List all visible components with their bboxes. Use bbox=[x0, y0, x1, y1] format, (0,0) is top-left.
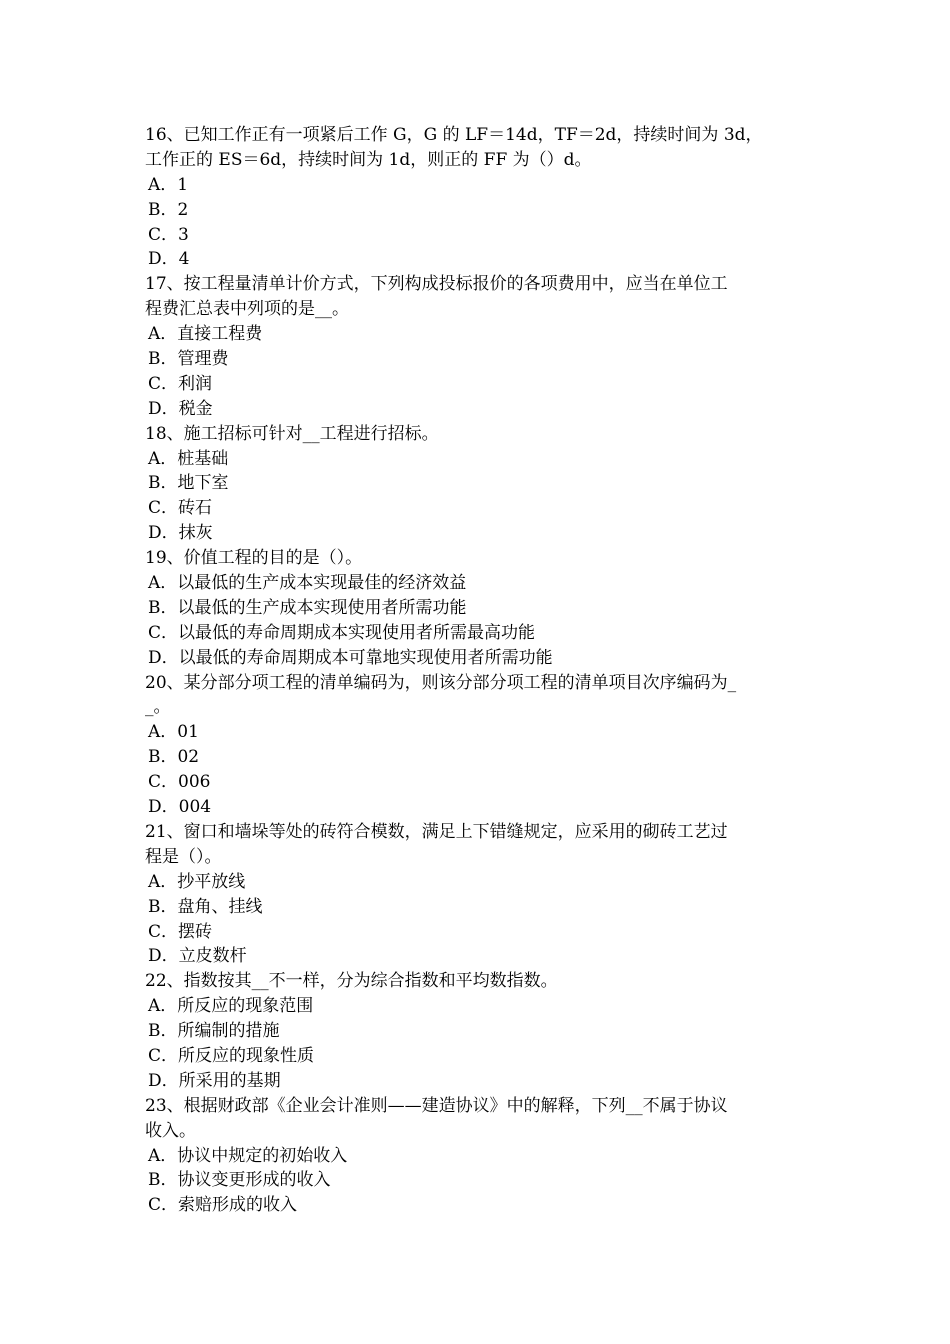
question-text: 工作正的 ES＝6d，持续时间为 1d，则正的 FF 为（）d。 bbox=[145, 149, 592, 170]
option-a: A．以最低的生产成本实现最佳的经济效益 bbox=[148, 573, 467, 594]
question-20 bbox=[145, 671, 810, 820]
question-text: 16、已知工作正有一项紧后工作 G，G 的 LF＝14d，TF＝2d，持续时间为 3d， bbox=[145, 125, 763, 145]
option-b: B．02 bbox=[148, 747, 200, 768]
option-d: D．立皮数杆 bbox=[148, 946, 247, 967]
option-d: D．抹灰 bbox=[148, 523, 213, 544]
option-d: D．以最低的寿命周期成本可靠地实现使用者所需功能 bbox=[148, 647, 553, 668]
option-c: C．索赔形成的收入 bbox=[148, 1195, 298, 1216]
option-a: A．所反应的现象范围 bbox=[148, 996, 314, 1017]
question-text: 18、施工招标可针对__工程进行招标。 bbox=[145, 423, 439, 444]
option-b: B．管理费 bbox=[148, 349, 229, 370]
option-b: B．地下室 bbox=[148, 473, 229, 494]
document-page bbox=[145, 123, 810, 1218]
option-b: B．协议变更形成的收入 bbox=[148, 1170, 331, 1191]
option-a: A．1 bbox=[148, 174, 189, 195]
question-text: 19、价值工程的目的是（）。 bbox=[145, 548, 363, 569]
option-a: A．直接工程费 bbox=[148, 324, 263, 345]
option-b: B．盘角、挂线 bbox=[148, 896, 263, 917]
question-text: 程是（）。 bbox=[145, 846, 222, 867]
question-text: 23、根据财政部《企业会计准则——建造协议》中的解释，下列__不属于协议 bbox=[145, 1095, 728, 1116]
option-a: A．抄平放线 bbox=[148, 871, 246, 892]
option-b: B．2 bbox=[148, 199, 189, 220]
question-16 bbox=[145, 123, 810, 272]
option-b: B．以最低的生产成本实现使用者所需功能 bbox=[148, 597, 467, 618]
option-d: D．税金 bbox=[148, 398, 213, 419]
question-22 bbox=[145, 969, 810, 1093]
option-b: B．所编制的措施 bbox=[148, 1021, 280, 1042]
option-c: C．006 bbox=[148, 772, 211, 793]
question-18 bbox=[145, 422, 810, 546]
option-d: D．所采用的基期 bbox=[148, 1070, 281, 1091]
question-23 bbox=[145, 1094, 810, 1218]
question-text: _。 bbox=[145, 697, 171, 718]
option-c: C．所反应的现象性质 bbox=[148, 1045, 315, 1066]
question-text: 20、某分部分项工程的清单编码为，则该分部分项工程的清单项目次序编码为_ bbox=[145, 672, 737, 693]
option-a: A．协议中规定的初始收入 bbox=[148, 1145, 348, 1166]
option-c: C．利润 bbox=[148, 373, 213, 394]
question-text: 收入。 bbox=[145, 1120, 196, 1141]
question-17 bbox=[145, 272, 810, 421]
question-21 bbox=[145, 820, 810, 969]
question-text: 程费汇总表中列项的是__。 bbox=[145, 299, 349, 320]
option-a: A．桩基础 bbox=[148, 448, 229, 469]
question-19 bbox=[145, 546, 810, 670]
option-c: C．摆砖 bbox=[148, 921, 213, 942]
option-a: A．01 bbox=[148, 722, 199, 743]
option-d: D．004 bbox=[148, 797, 212, 818]
option-c: C．以最低的寿命周期成本实现使用者所需最高功能 bbox=[148, 622, 536, 643]
question-text: 22、指数按其__不一样，分为综合指数和平均数指数。 bbox=[145, 971, 558, 992]
option-d: D．4 bbox=[148, 249, 190, 270]
question-text: 17、按工程量清单计价方式，下列构成投标报价的各项费用中，应当在单位工 bbox=[145, 274, 728, 295]
question-text: 21、窗口和墙垛等处的砖符合模数，满足上下错缝规定，应采用的砌砖工艺过 bbox=[145, 821, 728, 842]
option-c: C．3 bbox=[148, 224, 189, 245]
option-c: C．砖石 bbox=[148, 498, 213, 519]
